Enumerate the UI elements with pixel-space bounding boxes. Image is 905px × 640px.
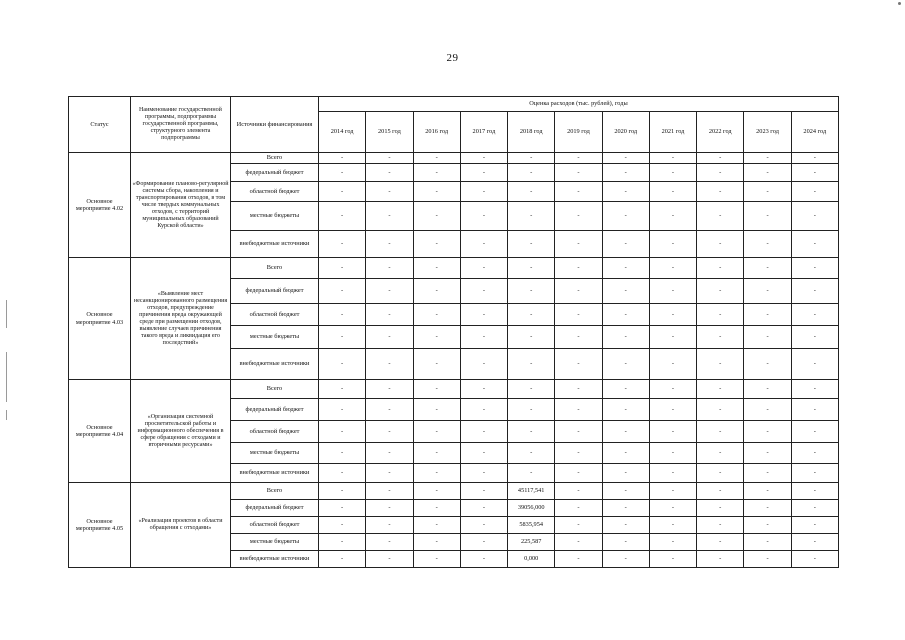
header-name: Наименование государственной программы, подпрограммы государственной программы, структурного элемента подпрограммы (131, 97, 231, 153)
value-cell: - (697, 231, 744, 258)
value-cell: - (413, 380, 460, 399)
value-cell: - (649, 182, 696, 202)
value-cell: - (744, 464, 791, 483)
value-cell: - (319, 202, 366, 231)
value-cell: - (791, 182, 838, 202)
page-number: 29 (446, 52, 459, 64)
value-cell: - (319, 517, 366, 534)
value-cell: - (791, 258, 838, 279)
value-cell: - (744, 421, 791, 443)
value-cell: - (460, 326, 507, 349)
value-cell: - (460, 164, 507, 182)
value-cell: - (508, 421, 555, 443)
value-cell: - (413, 304, 460, 326)
value-cell: - (460, 399, 507, 421)
value-cell: - (413, 443, 460, 464)
value-cell: - (602, 258, 649, 279)
value-cell: - (555, 326, 602, 349)
value-cell: - (319, 443, 366, 464)
value-cell: - (413, 231, 460, 258)
value-cell: - (791, 399, 838, 421)
value-cell: - (649, 279, 696, 304)
value-cell: - (602, 443, 649, 464)
value-cell: - (697, 304, 744, 326)
measure-name-cell: «Формирование планово-регулярной системы сбора, накопления и транспортирования отходов, в том числе твердых коммунальных отходов, с территорий муниципальных образований Курской области» (131, 153, 231, 258)
value-cell: - (508, 153, 555, 164)
header-year: 2016 год (413, 112, 460, 153)
value-cell: - (602, 517, 649, 534)
funding-source-cell: федеральный бюджет (231, 399, 319, 421)
value-cell: - (555, 202, 602, 231)
value-cell: - (366, 153, 413, 164)
value-cell: - (697, 349, 744, 380)
value-cell: - (602, 304, 649, 326)
value-cell: - (319, 464, 366, 483)
funding-source-cell: областной бюджет (231, 304, 319, 326)
header-sources: Источники финансирования (231, 97, 319, 153)
value-cell: - (319, 326, 366, 349)
value-cell: - (460, 202, 507, 231)
value-cell: 39056,000 (508, 500, 555, 517)
value-cell: - (555, 421, 602, 443)
value-cell: - (697, 182, 744, 202)
value-cell: - (555, 153, 602, 164)
header-year: 2017 год (460, 112, 507, 153)
status-cell: Основное мероприятие 4.05 (69, 483, 131, 568)
value-cell: - (366, 349, 413, 380)
value-cell: - (319, 534, 366, 551)
value-cell: 225,587 (508, 534, 555, 551)
header-year: 2021 год (649, 112, 696, 153)
value-cell: - (602, 182, 649, 202)
value-cell: - (697, 517, 744, 534)
value-cell: - (649, 202, 696, 231)
value-cell: - (366, 483, 413, 500)
value-cell: - (460, 500, 507, 517)
value-cell: - (649, 551, 696, 568)
value-cell: - (649, 231, 696, 258)
value-cell: - (460, 443, 507, 464)
value-cell: - (649, 380, 696, 399)
table-row (69, 258, 839, 279)
value-cell: - (460, 483, 507, 500)
value-cell: - (508, 202, 555, 231)
value-cell: - (319, 399, 366, 421)
value-cell: - (697, 399, 744, 421)
value-cell: - (602, 421, 649, 443)
value-cell: - (744, 202, 791, 231)
value-cell: - (602, 464, 649, 483)
value-cell: - (413, 349, 460, 380)
header-year: 2019 год (555, 112, 602, 153)
value-cell: - (649, 153, 696, 164)
value-cell: - (791, 349, 838, 380)
funding-source-cell: областной бюджет (231, 182, 319, 202)
value-cell: - (744, 153, 791, 164)
value-cell: - (366, 421, 413, 443)
value-cell: - (319, 500, 366, 517)
value-cell: - (697, 202, 744, 231)
value-cell: - (791, 443, 838, 464)
value-cell: - (555, 349, 602, 380)
funding-source-cell: Всего (231, 380, 319, 399)
value-cell: - (508, 231, 555, 258)
header-status: Статус (69, 97, 131, 153)
value-cell: - (319, 380, 366, 399)
value-cell: - (460, 534, 507, 551)
value-cell: - (319, 349, 366, 380)
value-cell: - (649, 500, 696, 517)
value-cell: - (602, 380, 649, 399)
value-cell: - (555, 182, 602, 202)
value-cell: - (413, 153, 460, 164)
value-cell: - (744, 304, 791, 326)
value-cell: - (413, 534, 460, 551)
funding-source-cell: местные бюджеты (231, 443, 319, 464)
value-cell: - (555, 304, 602, 326)
value-cell: - (413, 182, 460, 202)
value-cell: - (649, 326, 696, 349)
value-cell: - (460, 231, 507, 258)
value-cell: - (319, 153, 366, 164)
value-cell: - (697, 551, 744, 568)
header-year: 2022 год (697, 112, 744, 153)
funding-source-cell: местные бюджеты (231, 534, 319, 551)
value-cell: - (791, 202, 838, 231)
value-cell: - (744, 182, 791, 202)
measure-name-cell: «Реализация проектов в области обращения с отходами» (131, 483, 231, 568)
value-cell: - (366, 517, 413, 534)
value-cell: - (602, 326, 649, 349)
value-cell: - (555, 464, 602, 483)
value-cell: - (697, 258, 744, 279)
value-cell: - (319, 551, 366, 568)
value-cell: - (366, 182, 413, 202)
value-cell: - (366, 231, 413, 258)
header-year: 2024 год (791, 112, 838, 153)
value-cell: - (791, 231, 838, 258)
value-cell: - (744, 517, 791, 534)
value-cell: - (508, 258, 555, 279)
value-cell: - (413, 399, 460, 421)
value-cell: - (649, 349, 696, 380)
value-cell: - (508, 399, 555, 421)
value-cell: - (697, 326, 744, 349)
value-cell: - (460, 153, 507, 164)
value-cell: - (602, 500, 649, 517)
scan-edge-mark (6, 300, 7, 328)
value-cell: - (555, 483, 602, 500)
value-cell: - (366, 399, 413, 421)
status-cell: Основное мероприятие 4.03 (69, 258, 131, 380)
value-cell: - (744, 349, 791, 380)
funding-source-cell: внебюджетные источники (231, 464, 319, 483)
value-cell: - (649, 517, 696, 534)
value-cell: - (460, 421, 507, 443)
table-row (69, 153, 839, 164)
table-row (69, 483, 839, 500)
value-cell: - (649, 534, 696, 551)
value-cell: - (791, 464, 838, 483)
value-cell: - (744, 399, 791, 421)
value-cell: - (366, 326, 413, 349)
value-cell: - (649, 483, 696, 500)
value-cell: - (602, 202, 649, 231)
header-year: 2023 год (744, 112, 791, 153)
table-body (69, 153, 839, 568)
value-cell: - (366, 443, 413, 464)
header-year: 2018 год (508, 112, 555, 153)
value-cell: - (460, 517, 507, 534)
value-cell: - (366, 304, 413, 326)
value-cell: - (744, 258, 791, 279)
funding-source-cell: Всего (231, 258, 319, 279)
scan-speck (898, 2, 901, 5)
value-cell: - (555, 279, 602, 304)
value-cell: - (555, 517, 602, 534)
value-cell: - (555, 399, 602, 421)
value-cell: - (319, 483, 366, 500)
value-cell: - (602, 534, 649, 551)
value-cell: - (413, 258, 460, 279)
value-cell: - (602, 349, 649, 380)
value-cell: - (744, 443, 791, 464)
header-year: 2020 год (602, 112, 649, 153)
value-cell: - (791, 517, 838, 534)
header-row-1 (69, 97, 839, 112)
funding-source-cell: федеральный бюджет (231, 279, 319, 304)
value-cell: - (744, 231, 791, 258)
value-cell: - (649, 399, 696, 421)
value-cell: - (697, 483, 744, 500)
value-cell: - (697, 279, 744, 304)
funding-source-cell: внебюджетные источники (231, 551, 319, 568)
value-cell: - (697, 534, 744, 551)
value-cell: - (508, 326, 555, 349)
value-cell: - (366, 534, 413, 551)
funding-source-cell: областной бюджет (231, 421, 319, 443)
value-cell: - (460, 349, 507, 380)
value-cell: - (460, 258, 507, 279)
value-cell: - (413, 164, 460, 182)
funding-source-cell: областной бюджет (231, 517, 319, 534)
measure-name-cell: «Организация системной просветительской работы и информационного обеспечения в сфере обращения с отходами и вторичными ресурсами» (131, 380, 231, 483)
value-cell: - (508, 304, 555, 326)
value-cell: - (508, 443, 555, 464)
value-cell: - (791, 500, 838, 517)
value-cell: - (319, 164, 366, 182)
value-cell: - (744, 551, 791, 568)
value-cell: - (413, 202, 460, 231)
value-cell: - (649, 304, 696, 326)
measure-name-cell: «Выявление мест несанкционированного размещения отходов, предупреждение причинения вреда окружающей среде при размещении отходов, выявление случаев причинения такого вреда и ликвидация его последствий» (131, 258, 231, 380)
value-cell: - (697, 164, 744, 182)
value-cell: - (744, 500, 791, 517)
value-cell: - (555, 231, 602, 258)
value-cell: - (460, 182, 507, 202)
funding-source-cell: внебюджетные источники (231, 231, 319, 258)
value-cell: - (697, 500, 744, 517)
scan-edge-mark (6, 352, 7, 402)
value-cell: - (366, 258, 413, 279)
value-cell: - (366, 551, 413, 568)
value-cell: - (555, 258, 602, 279)
funding-source-cell: Всего (231, 483, 319, 500)
funding-source-cell: Всего (231, 153, 319, 164)
value-cell: - (697, 153, 744, 164)
value-cell: - (366, 464, 413, 483)
value-cell: - (791, 326, 838, 349)
funding-source-cell: местные бюджеты (231, 202, 319, 231)
value-cell: - (602, 483, 649, 500)
funding-source-cell: внебюджетные источники (231, 349, 319, 380)
value-cell: 5835,954 (508, 517, 555, 534)
value-cell: - (744, 380, 791, 399)
header-year: 2015 год (366, 112, 413, 153)
value-cell: - (649, 421, 696, 443)
table-row (69, 380, 839, 399)
value-cell: - (744, 326, 791, 349)
value-cell: - (555, 500, 602, 517)
value-cell: - (791, 483, 838, 500)
value-cell: - (555, 443, 602, 464)
value-cell: - (697, 421, 744, 443)
value-cell: - (319, 231, 366, 258)
funding-source-cell: местные бюджеты (231, 326, 319, 349)
value-cell: - (508, 279, 555, 304)
value-cell: - (413, 326, 460, 349)
value-cell: - (508, 380, 555, 399)
value-cell: - (555, 164, 602, 182)
value-cell: - (413, 517, 460, 534)
value-cell: - (791, 153, 838, 164)
funding-source-cell: федеральный бюджет (231, 164, 319, 182)
funding-source-cell: федеральный бюджет (231, 500, 319, 517)
value-cell: - (366, 500, 413, 517)
value-cell: - (413, 500, 460, 517)
value-cell: - (319, 258, 366, 279)
value-cell: - (413, 483, 460, 500)
value-cell: - (555, 380, 602, 399)
value-cell: 0,000 (508, 551, 555, 568)
value-cell: - (460, 551, 507, 568)
value-cell: - (460, 279, 507, 304)
value-cell: - (744, 534, 791, 551)
value-cell: - (791, 279, 838, 304)
value-cell: - (602, 153, 649, 164)
value-cell: - (649, 164, 696, 182)
value-cell: - (508, 164, 555, 182)
value-cell: - (555, 534, 602, 551)
value-cell: - (649, 464, 696, 483)
value-cell: - (649, 258, 696, 279)
value-cell: - (366, 279, 413, 304)
scan-edge-mark (6, 410, 7, 420)
value-cell: - (413, 551, 460, 568)
value-cell: - (366, 164, 413, 182)
value-cell: - (697, 380, 744, 399)
value-cell: - (602, 231, 649, 258)
value-cell: - (508, 349, 555, 380)
value-cell: - (602, 279, 649, 304)
value-cell: - (744, 483, 791, 500)
value-cell: - (413, 464, 460, 483)
value-cell: - (508, 464, 555, 483)
value-cell: - (649, 443, 696, 464)
value-cell: 45117,541 (508, 483, 555, 500)
value-cell: - (791, 380, 838, 399)
value-cell: - (413, 421, 460, 443)
value-cell: - (791, 164, 838, 182)
value-cell: - (744, 279, 791, 304)
value-cell: - (460, 304, 507, 326)
header-expenses: Оценка расходов (тыс. рублей), годы (319, 97, 839, 112)
value-cell: - (791, 534, 838, 551)
value-cell: - (602, 551, 649, 568)
status-cell: Основное мероприятие 4.04 (69, 380, 131, 483)
value-cell: - (602, 164, 649, 182)
value-cell: - (319, 421, 366, 443)
value-cell: - (319, 279, 366, 304)
value-cell: - (791, 551, 838, 568)
value-cell: - (791, 421, 838, 443)
value-cell: - (366, 202, 413, 231)
status-cell: Основное мероприятие 4.02 (69, 153, 131, 258)
value-cell: - (366, 380, 413, 399)
value-cell: - (460, 380, 507, 399)
value-cell: - (460, 464, 507, 483)
value-cell: - (555, 551, 602, 568)
value-cell: - (319, 304, 366, 326)
expenses-table (68, 96, 839, 568)
value-cell: - (697, 464, 744, 483)
value-cell: - (413, 279, 460, 304)
value-cell: - (319, 182, 366, 202)
value-cell: - (508, 182, 555, 202)
value-cell: - (744, 164, 791, 182)
value-cell: - (602, 399, 649, 421)
header-year: 2014 год (319, 112, 366, 153)
value-cell: - (697, 443, 744, 464)
value-cell: - (791, 304, 838, 326)
